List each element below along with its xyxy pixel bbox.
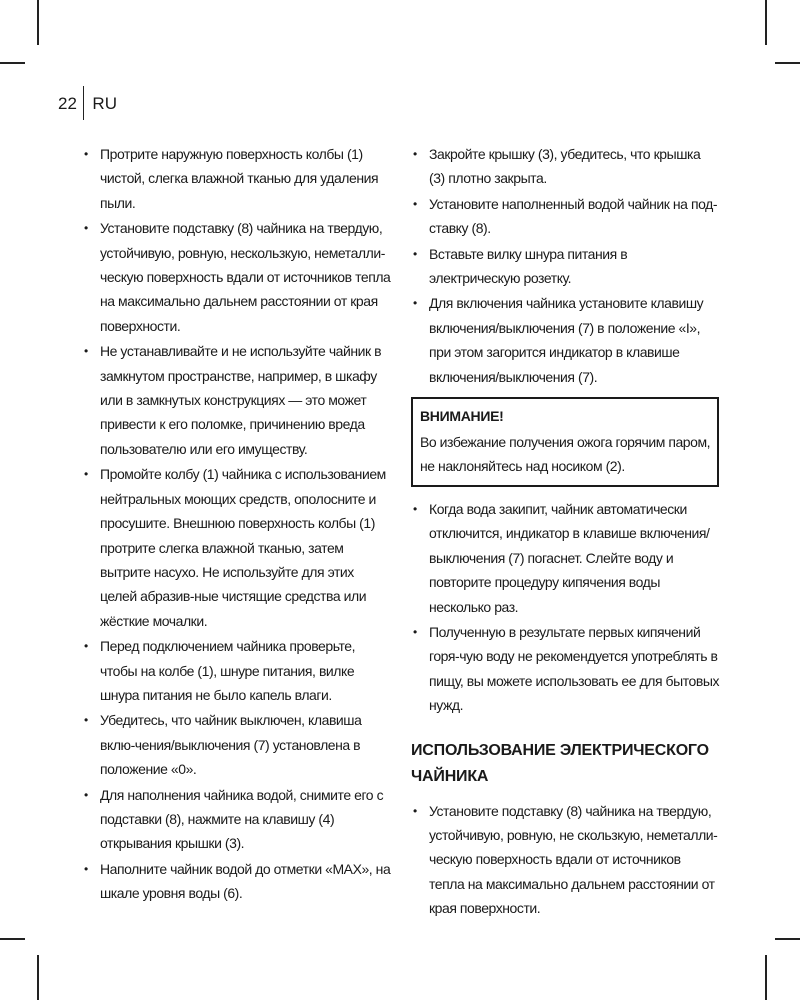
list-item: • Когда вода закипит, чайник автоматически отключится, индикатор в клавише включения/выключения (7) погаснет. Слейте воду и повторите процедуру кипячения воды несколько раз. — [411, 497, 719, 619]
crop-mark — [765, 0, 767, 45]
list-item: • Установите подставку (8) чайника на твердую, устойчивую, ровную, нескользкую, неметалли-ческую поверхность вдали от источников тепла на максимально дальнем расстоянии от края поверхности. — [82, 216, 392, 338]
crop-mark — [37, 0, 39, 45]
list-item: • Полученную в результате первых кипячений горя-чую воду не рекомендуется употреблять в пищу, вы можете использовать ее для бытовых нужд. — [411, 620, 719, 718]
list-item: • Вставьте вилку шнура питания в электрическую розетку. — [411, 242, 719, 291]
list-item: • Установите подставку (8) чайника на твердую, устойчивую, ровную, не скользкую, неметалли-ческую поверхность вдали от источников тепла на максимально дальнем расстоянии от края поверхности. — [411, 799, 719, 921]
crop-mark — [775, 62, 800, 64]
crop-mark — [0, 938, 25, 940]
list-item: • Наполните чайник водой до отметки «MAX», на шкале уровня воды (6). — [82, 857, 392, 906]
crop-mark — [37, 955, 39, 1000]
list-item: • Промойте колбу (1) чайника с использованием нейтральных моющих средств, ополосните и просушите. Внешнюю поверхность колбы (1) протрите слегка влажной тканью, затем вытрите насухо. Не используйте для этих целей абразив-ные чистящие средства или жёсткие мочалки. — [82, 462, 392, 633]
list-item: • Не устанавливайте и не используйте чайник в замкнутом пространстве, например, в шкафу или в замкнутых конструкциях — это может привести к его поломке, причинению вреда пользователю или его имуществу. — [82, 339, 392, 461]
warning-title: ВНИМАНИЕ! — [420, 408, 504, 425]
list-item: • Протрите наружную поверхность колбы (1) чистой, слегка влажной тканью для удаления пыли. — [82, 142, 392, 215]
language-label: RU — [92, 93, 117, 113]
list-item: • Для включения чайника установите клавишу включения/выключения (7) в положение «I», при этом загорится индикатор в клавише включения/выключения (7). — [411, 291, 719, 389]
list-item: • Закройте крышку (3), убедитесь, что крышка (3) плотно закрыта. — [411, 142, 719, 191]
right-column — [411, 142, 719, 922]
instruction-list — [411, 142, 719, 389]
left-column — [82, 142, 392, 907]
page-number: 22 — [58, 93, 77, 113]
section-heading: ИСПОЛЬЗОВАНИЕ ЭЛЕКТРИЧЕСКОГО ЧАЙНИКА — [411, 741, 709, 785]
crop-mark — [765, 955, 767, 1000]
crop-mark — [0, 62, 25, 64]
list-item: • Для наполнения чайника водой, снимите его с подставки (8), нажмите на клавишу (4) открывания крышки (3). — [82, 783, 392, 856]
warning-box — [411, 397, 719, 487]
warning-text: Во избежание получения ожога горячим паром, не наклоняйтесь над носиком (2). — [420, 434, 711, 475]
instruction-list — [82, 142, 392, 906]
crop-mark — [775, 938, 800, 940]
instruction-list — [411, 497, 719, 718]
header-divider — [83, 86, 85, 120]
page-header — [58, 86, 117, 120]
instruction-list — [411, 799, 719, 921]
list-item: • Перед подключением чайника проверьте, чтобы на колбе (1), шнуре питания, вилке шнура питания не было капель влаги. — [82, 634, 392, 707]
list-item: • Установите наполненный водой чайник на под-ставку (8). — [411, 192, 719, 241]
list-item: • Убедитесь, что чайник выключен, клавиша вклю-чения/выключения (7) установлена в положение «0». — [82, 708, 392, 781]
